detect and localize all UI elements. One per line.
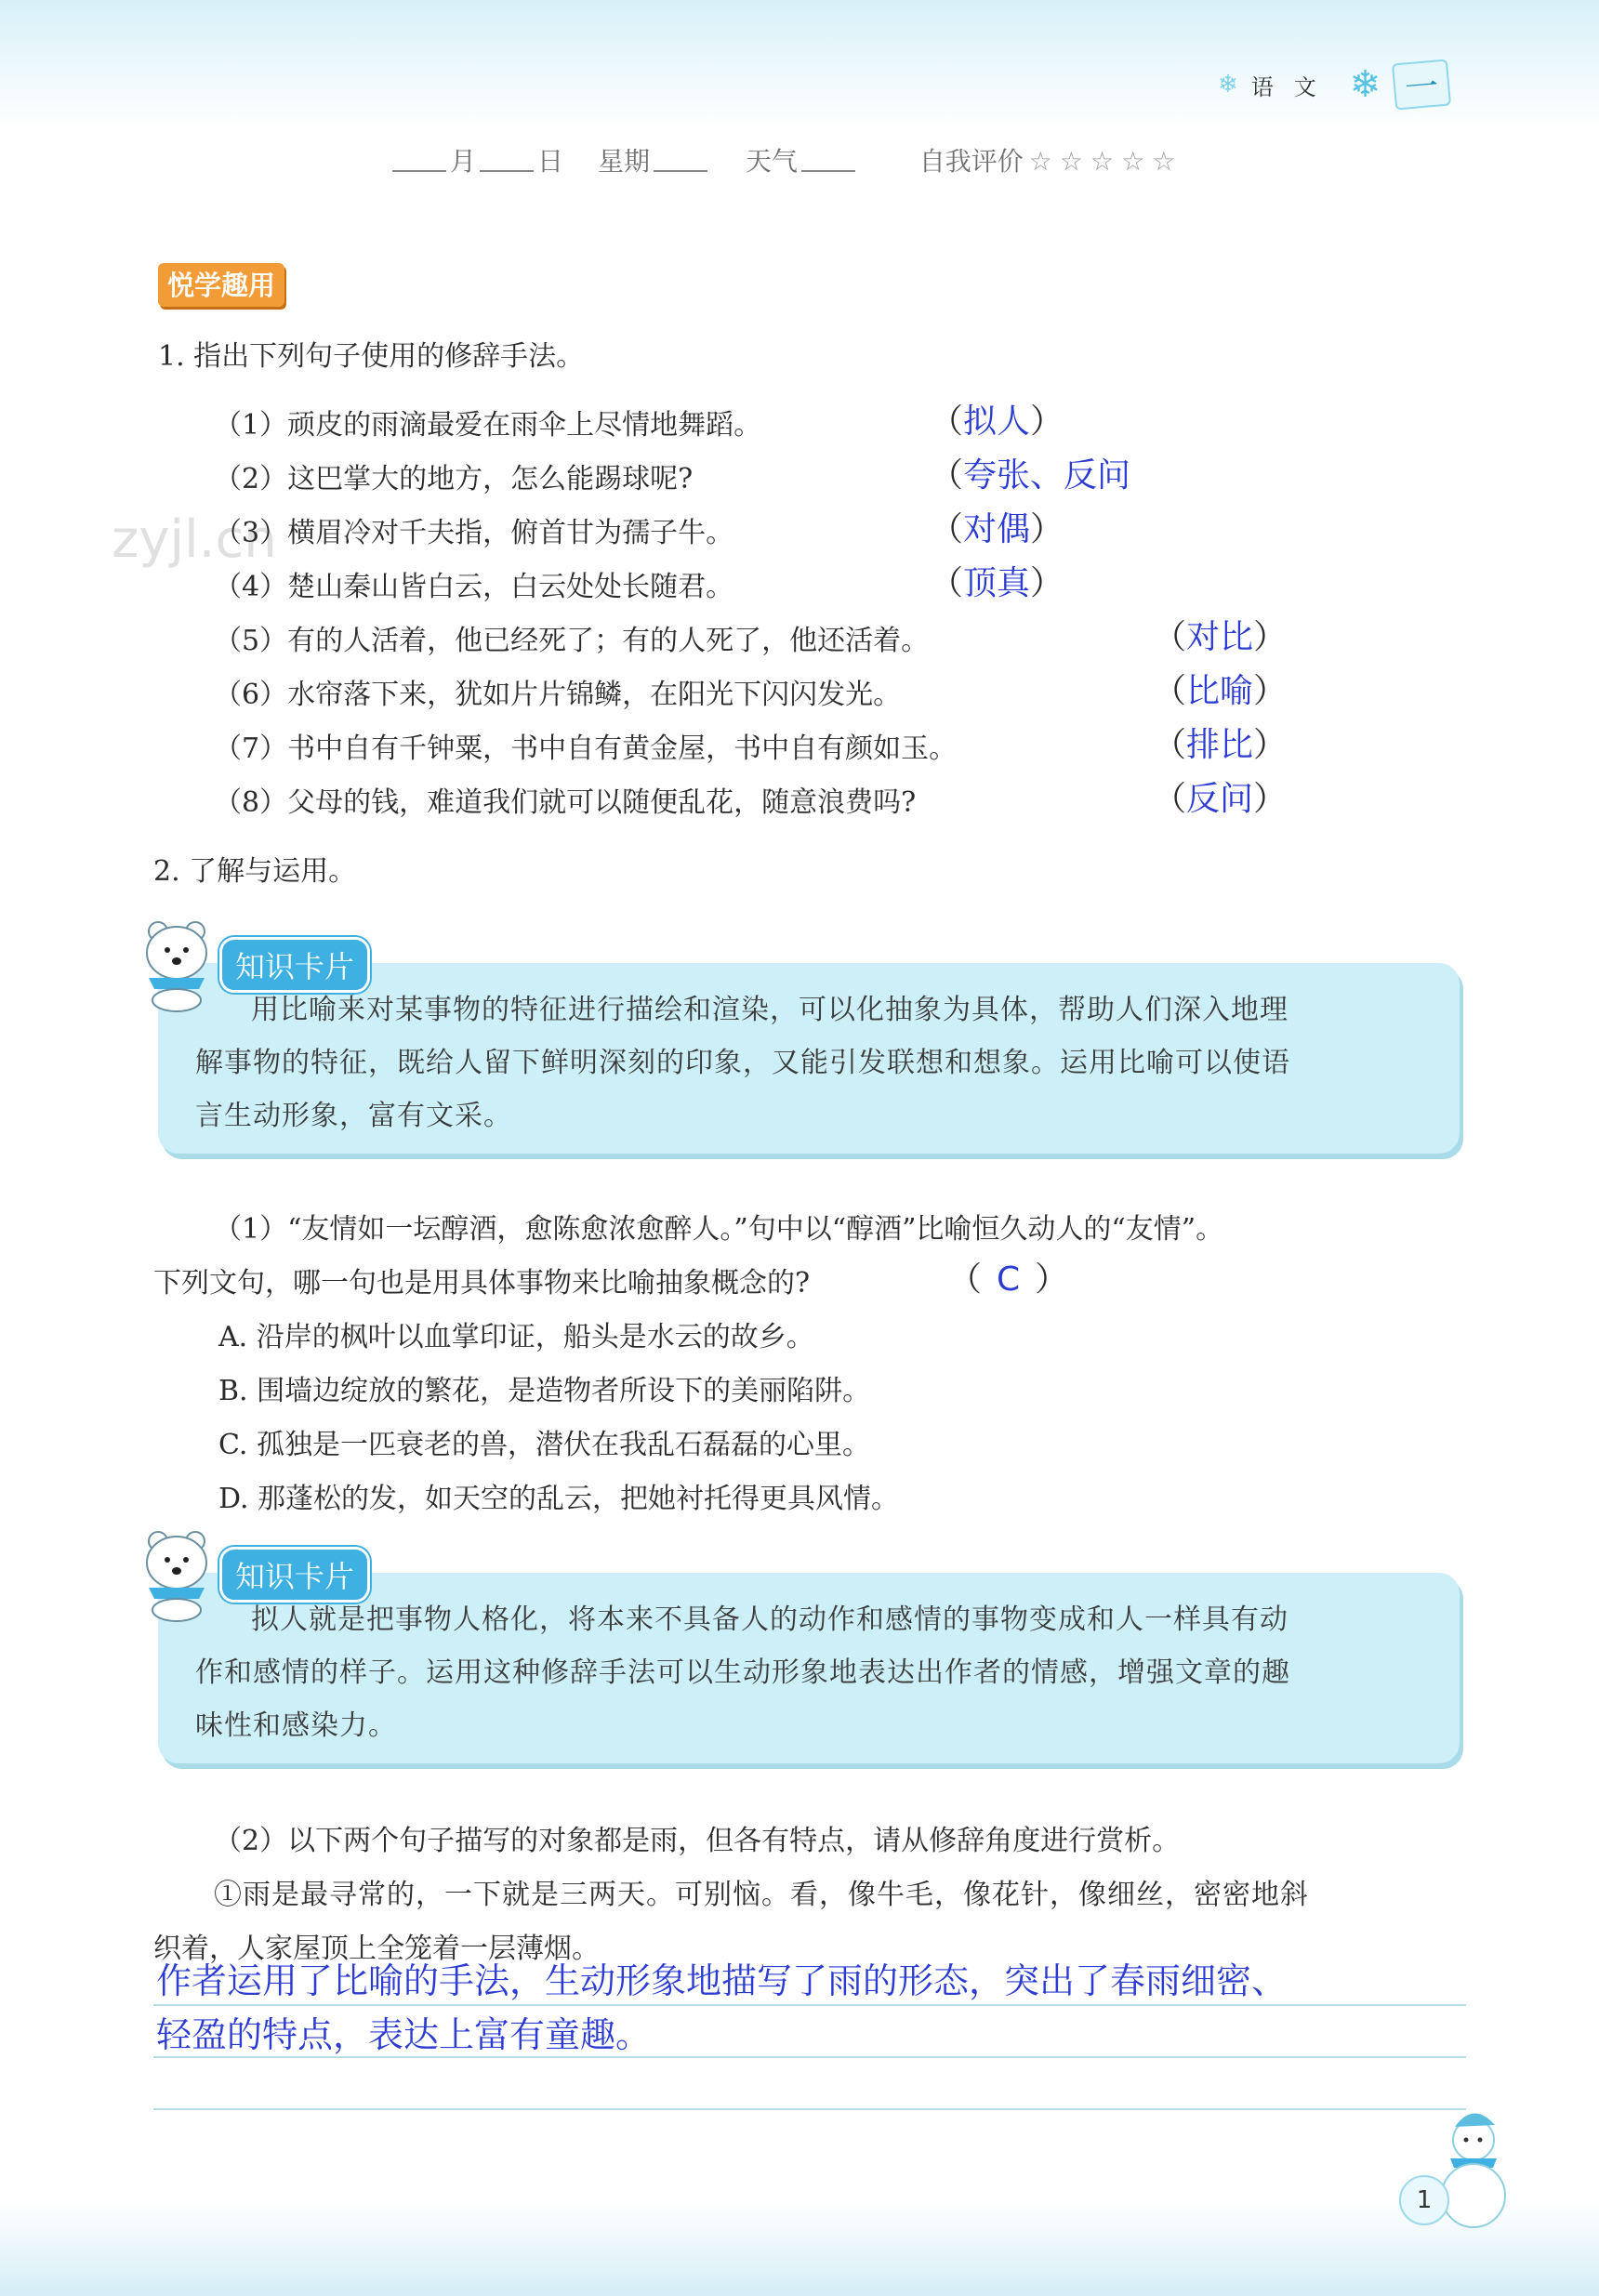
subject-label: 语文 xyxy=(1250,73,1337,100)
q1-item-text: （6）水帘落下来，犹如片片锦鳞，在阳光下闪闪发光。 xyxy=(214,679,902,711)
month-label: 月 xyxy=(450,146,477,177)
sub1-option: A. 沿岸的枫叶以血掌印证，船头是水云的故乡。 xyxy=(218,1321,814,1353)
answer-rule xyxy=(153,2108,1466,2110)
week-blank xyxy=(654,170,707,172)
sub1-option: B. 围墙边绽放的繁花，是造物者所设下的美丽陷阱。 xyxy=(218,1375,871,1407)
sub1-answer: （ C ） xyxy=(948,1260,1069,1299)
q1-item-text: （5）有的人活着，他已经死了；有的人死了，他还活着。 xyxy=(214,625,930,657)
subject-header xyxy=(1218,61,1449,108)
sub1-line1: （1）“友情如一坛醇酒，愈陈愈浓愈醉人。”句中以“醇酒”比喻恒久动人的“友情”。 xyxy=(214,1213,1224,1246)
q1-item-text: （2）这巴掌大的地方，怎么能踢球呢? xyxy=(214,463,694,495)
weather-label: 天气 xyxy=(745,146,798,177)
snowflake-icon: ❄ xyxy=(1349,63,1381,106)
knowledge-card-text: 拟人就是把事物人格化，将本来不具备人的动作和感情的事物变成和人一样具有动 作和感情的样子。运用这种修辞手法可以生动形象地表达出作者的情感，增强文章的趣 味性和感染力。 xyxy=(195,1603,1290,1742)
sub2-prompt: （2）以下两个句子描写的对象都是雨，但各有特点，请从修辞角度进行赏析。 xyxy=(214,1825,1181,1857)
q1-item-text: （1）顽皮的雨滴最爱在雨伞上尽情地舞蹈。 xyxy=(214,409,762,442)
day-blank xyxy=(480,170,534,172)
q1-item-text: （8）父母的钱，难道我们就可以随便乱花，随意浪费吗? xyxy=(214,786,917,819)
q1-item-answer: （比喻） xyxy=(1153,672,1288,710)
date-line xyxy=(389,141,1183,178)
sub2-answer-line2: 轻盈的特点，表达上富有童趣。 xyxy=(156,2014,652,2055)
q1-item-text: （3）横眉冷对千夫指，俯首甘为孺子牛。 xyxy=(214,517,734,549)
q1-item-answer: （排比） xyxy=(1153,726,1288,764)
q1-item-answer: （对偶） xyxy=(930,510,1064,548)
week-label: 星期 xyxy=(597,146,650,177)
q1-item-answer: （对比） xyxy=(1153,618,1288,656)
day-label: 日 xyxy=(537,146,564,177)
q1-item-text: （7）书中自有千钟粟，书中自有黄金屋，书中自有颜如玉。 xyxy=(214,732,958,765)
q1-item-text: （4）楚山秦山皆白云，白云处处长随君。 xyxy=(214,571,734,603)
knowledge-card-label: 知识卡片 xyxy=(219,937,370,993)
q1-prompt: 1. 指出下列句子使用的修辞手法。 xyxy=(158,340,585,373)
rating-stars: ☆☆☆☆☆ xyxy=(1028,146,1183,177)
sub2-answer-line1: 作者运用了比喻的手法，生动形象地描写了雨的形态，突出了春雨细密、 xyxy=(156,1960,1288,2001)
section-title: 悦学趣用 xyxy=(158,263,284,307)
sub1-option: C. 孤独是一匹衰老的兽，潜伏在我乱石磊磊的心里。 xyxy=(218,1429,870,1461)
weather-blank xyxy=(801,170,855,172)
q1-item-answer: （夸张、反问 xyxy=(930,456,1131,495)
polar-bear-icon xyxy=(130,911,232,1013)
self-eval-label: 自我评价 xyxy=(918,146,1024,177)
sub1-option: D. 那蓬松的发，如天空的乱云，把她衬托得更具风情。 xyxy=(218,1483,900,1515)
sub2-quote-line2: 织着，人家屋顶上全笼着一层薄烟。 xyxy=(153,1933,600,1965)
grade-badge: 一 xyxy=(1392,59,1451,110)
snowflake-icon: ❄ xyxy=(1218,71,1238,99)
q1-item-answer: （顶真） xyxy=(930,564,1064,602)
q1-item-answer: （拟人） xyxy=(930,402,1064,441)
watermark: zyjl.cn xyxy=(112,509,277,570)
sub2-quote-line1: ①雨是最寻常的，一下就是三两天。可别恼。看，像牛毛，像花针，像细丝，密密地斜 xyxy=(214,1879,1309,1911)
q2-prompt: 2. 了解与运用。 xyxy=(153,855,357,888)
sub1-line2: 下列文句，哪一句也是用具体事物来比喻抽象概念的? xyxy=(153,1267,811,1300)
knowledge-card-text: 用比喻来对某事物的特征进行描绘和渲染，可以化抽象为具体，帮助人们深入地理 解事物的特征，既给人留下鲜明深刻的印象，又能引发联想和想象。运用比喻可以使语 言生动形象，富有文采。 xyxy=(195,994,1290,1132)
footer-band xyxy=(0,2203,1599,2296)
knowledge-card-label: 知识卡片 xyxy=(219,1547,370,1603)
month-blank xyxy=(392,170,446,172)
polar-bear-icon xyxy=(130,1521,232,1623)
page-number: 1 xyxy=(1399,2175,1449,2225)
answer-rule xyxy=(153,2056,1466,2058)
q1-item-answer: （反问） xyxy=(1153,780,1288,818)
